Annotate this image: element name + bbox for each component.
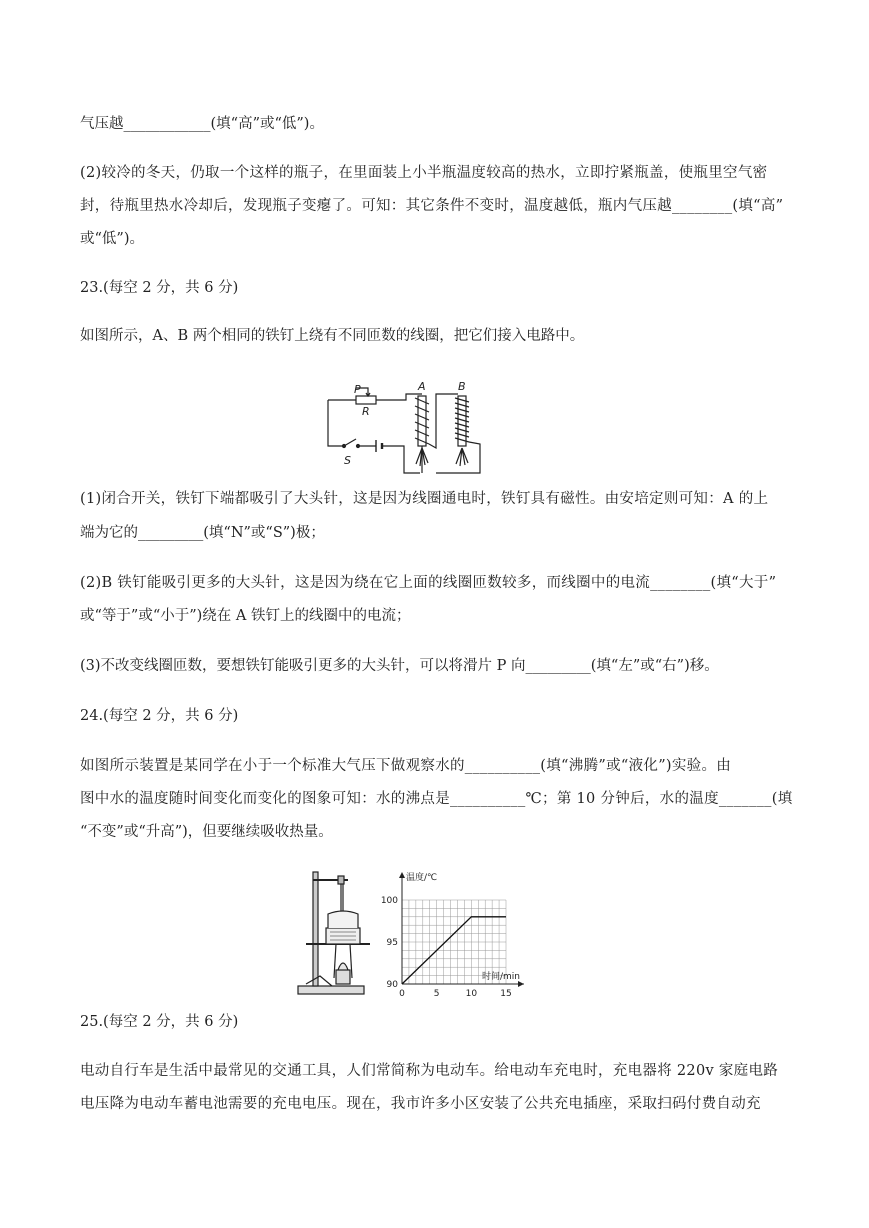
chart-axes	[399, 872, 524, 987]
text-line: 或“低”)。	[80, 231, 144, 247]
text-line: 端为它的_________(填“N”或“S”)极；	[80, 525, 325, 541]
text-line: 电动自行车是生活中最常见的交通工具，人们常简称为电动车。给电动车充电时，充电器将 220v 家庭电路	[80, 1063, 779, 1079]
x-tick-label: 5	[433, 989, 440, 999]
x-tick-label: 15	[500, 989, 512, 999]
apparatus-drawing	[296, 866, 374, 998]
question-heading: 25.(每空 2 分，共 6 分)	[80, 1014, 239, 1030]
text-line: 如图所示，A、B 两个相同的铁钉上绕有不同匝数的线圈，把它们接入电路中。	[80, 328, 585, 344]
y-tick-label: 90	[386, 980, 398, 990]
x-tick-label: 10	[465, 989, 478, 999]
text-line: (2)较冷的冬天，仍取一个这样的瓶子，在里面装上小半瓶温度较高的热水，立即拧紧瓶盖，使瓶里空气密	[80, 165, 768, 181]
text-line: (3)不改变线圈匝数，要想铁钉能吸引更多的大头针，可以将滑片 P 向_________(填“左”或“右”)移。	[80, 658, 719, 674]
y-tick-label: 95	[386, 938, 398, 948]
label-b: B	[458, 380, 466, 393]
y-axis-arrow	[399, 872, 405, 878]
text-line: 气压越____________(填“高”或“低”)。	[80, 116, 324, 132]
text-line: 图中水的温度随时间变化而变化的图象可知：水的沸点是__________℃；第 10 分钟后，水的温度_______(填	[80, 791, 793, 807]
circuit-figure	[318, 378, 494, 480]
text-line: 电压降为电动车蓄电池需要的充电电压。现在，我市许多小区安装了公共充电插座，采取扫码付费自动充	[80, 1096, 761, 1112]
label-r: R	[362, 405, 370, 418]
line-chart	[378, 866, 528, 1004]
question-heading: 23.(每空 2 分，共 6 分)	[80, 280, 239, 296]
text-line: 封，待瓶里热水冷却后，发现瓶子变瘪了。可知：其它条件不变时，温度越低，瓶内气压越________(填“高”	[80, 198, 784, 214]
boiling-apparatus	[296, 866, 374, 1002]
text-line: (1)闭合开关，铁钉下端都吸引了大头针，这是因为线圈通电时，铁钉具有磁性。由安培定则可知：A 的上	[80, 491, 769, 507]
label-p: P	[354, 383, 361, 396]
label-a: A	[418, 380, 426, 393]
text-line: “不变”或“升高”)，但要继续吸收热量。	[80, 824, 333, 840]
label-s: S	[344, 454, 351, 467]
text-line: 如图所示装置是某同学在小于一个标准大气压下做观察水的__________(填“沸腾”或“液化”)实验。由	[80, 758, 732, 774]
x-axis-label: 时间/min	[482, 972, 521, 982]
text-line: 或“等于”或“小于”)绕在 A 铁钉上的线圈中的电流；	[80, 608, 411, 624]
circuit-diagram	[318, 378, 494, 476]
text-line: (2)B 铁钉能吸引更多的大头针，这是因为绕在它上面的线圈匝数较多，而线圈中的电流________(填“大于”	[80, 575, 777, 591]
y-tick-label: 100	[380, 896, 398, 906]
x-tick-label: 0	[399, 989, 405, 999]
y-axis-label: 温度/℃	[406, 873, 438, 883]
temperature-chart	[378, 866, 528, 1008]
question-heading: 24.(每空 2 分，共 6 分)	[80, 708, 239, 724]
